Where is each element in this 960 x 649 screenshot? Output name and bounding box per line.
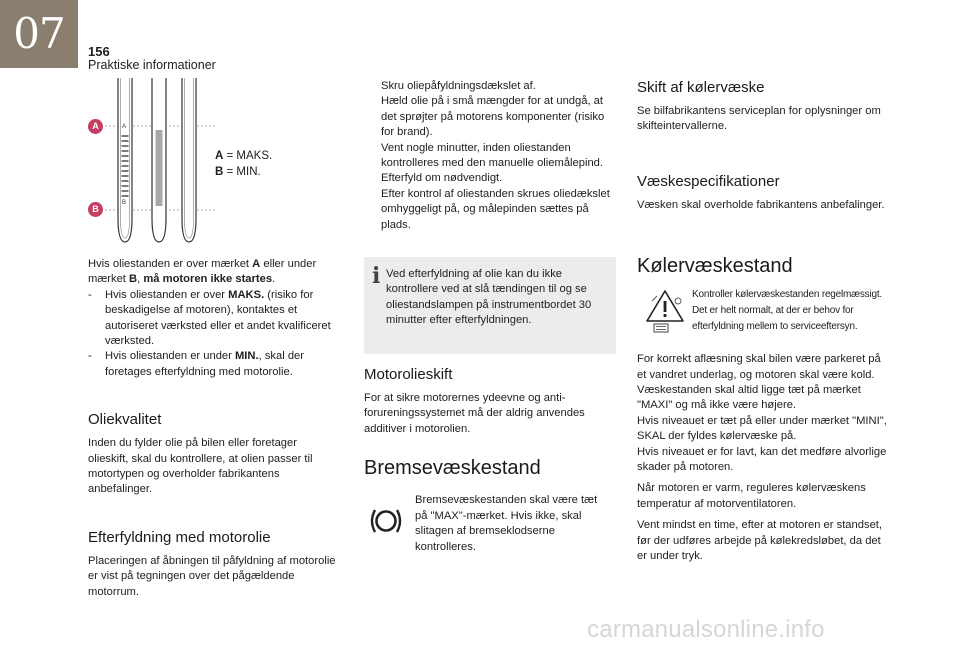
oil-level-intro-text-3: , — [137, 273, 144, 286]
list-item — [364, 94, 616, 140]
list-item-post: (risiko for beskadigelse af motoren), kontaktes et autoriseret værksted eller et andet kvalificeret værksted. — [105, 288, 331, 348]
coolant-paragraph: For korrekt aflæsning skal bilen være parkeret på et vandret underlag, og motoren skal være kold. — [637, 353, 881, 381]
coolant-warning-block — [637, 287, 889, 345]
legend-a-value: = MAKS. — [223, 150, 273, 162]
marker-b: B — [88, 202, 103, 217]
oil-change-text: For at sikre motorernes ydeevne og anti-forureningssystemet må der aldrig anvendes additiver i motorolien. — [364, 392, 585, 435]
coolant-change-heading: Skift af kølervæske — [637, 79, 765, 96]
list-item — [364, 171, 616, 186]
coolant-level-heading: Kølervæskestand — [637, 255, 793, 278]
oil-level-intro-b: B — [129, 273, 138, 286]
legend-b-key: B — [215, 166, 224, 178]
step-text: Hæld olie på i små mængder for at undgå, at det sprøjter på motorens komponenter (risiko for brand). — [381, 95, 605, 139]
oil-quality-heading: Oliekvalitet — [88, 411, 162, 429]
step-text: Efter kontrol af oliestanden skrues oliedækslet omhyggeligt på, og målepinden sættes på plads. — [381, 187, 610, 231]
coolant-paragraph: Når motoren er varm, reguleres kølervæskens temperatur af motorventilatoren. — [637, 482, 866, 510]
oil-level-intro — [88, 257, 340, 288]
brake-fluid-block — [364, 493, 616, 557]
column-left — [88, 257, 340, 600]
coolant-warning-1: Kontroller kølervæskestanden regelmæssigt. — [692, 289, 883, 301]
coolant-paragraph: Vent mindst en time, efter at motoren er standset, før der udføres arbejde på kølekredsløbet, da det er under tryk. — [637, 519, 883, 563]
section-title: Praktiske informationer — [88, 58, 216, 72]
topping-up-heading: Efterfyldning med motorolie — [88, 528, 271, 546]
column-middle — [364, 79, 616, 557]
info-icon: i — [372, 263, 381, 290]
marker-a: A — [88, 119, 103, 134]
list-item — [88, 288, 340, 350]
oil-quality-text: Inden du fylder olie på bilen eller foretager olieskift, skal du kontrollere, at olien passer til motortypen og overholder fabrikantens anbefalinger. — [88, 437, 313, 496]
oil-level-intro-text: Hvis oliestanden er over mærket — [88, 258, 253, 270]
page-number: 156 — [88, 44, 110, 59]
oil-level-intro-bold: må motoren ikke startes — [143, 273, 273, 286]
stick-letter-b: B — [122, 200, 127, 206]
list-item — [364, 187, 616, 233]
coolant-paragraph: Væskestanden skal altid ligge tæt på mærket "MAXI" og må ikke være højere. — [637, 384, 861, 412]
list-item — [364, 141, 616, 172]
oil-level-list — [88, 288, 340, 380]
list-item — [364, 79, 616, 94]
legend-a-key: A — [215, 150, 224, 162]
list-item-pre: Hvis oliestanden er over — [105, 288, 229, 301]
coolant-paragraph: Hvis niveauet er tæt på eller under mærket "MINI", SKAL der fyldes kølervæske på. — [637, 414, 887, 443]
info-text: Ved efterfyldning af olie kan du ikke kontrollere ved at slå tændingen til og se oliestandslampen på instrumentbordet 30 minutter efter efterfyldningen. — [386, 268, 592, 327]
topping-up-steps — [364, 79, 616, 233]
column-right — [637, 79, 889, 565]
legend-b-value: = MIN. — [223, 166, 261, 178]
step-text: Skru oliepåfyldningsdækslet af. — [381, 80, 536, 92]
fluid-spec-heading: Væskespecifikationer — [637, 172, 780, 190]
topping-up-text: Placeringen af åbningen til påfyldning af motorolie er vist på tegningen over det pågældende motorrum. — [88, 554, 336, 598]
brake-warning-icon — [367, 505, 405, 537]
list-item-bold: MAKS. — [228, 288, 265, 301]
hot-coolant-warning-icon — [645, 289, 685, 333]
coolant-paragraph: Hvis niveauet er for lavt, kan det medføre alvorlige skader på motoren. — [637, 445, 887, 474]
fluid-spec-text: Væsken skal overholde fabrikantens anbefalinger. — [637, 198, 885, 211]
brake-fluid-heading: Bremsevæskestand — [364, 457, 541, 480]
list-item-pre: Hvis oliestanden er under — [105, 350, 235, 363]
coolant-level-text — [637, 352, 889, 564]
oil-level-intro-text-4: . — [272, 273, 276, 286]
oil-level-intro-a: A — [252, 258, 261, 270]
info-box — [364, 257, 616, 354]
oil-change-heading: Motorolieskift — [364, 366, 453, 384]
dipstick-illustration — [93, 78, 215, 248]
watermark: carmanualsonline.info — [587, 616, 825, 643]
coolant-warning-2: Det er helt normalt, at der er behov for efterfyldning mellem to serviceeftersyn. — [692, 305, 858, 333]
list-item — [88, 349, 340, 380]
step-text: Efterfyld om nødvendigt. — [381, 172, 503, 185]
dipstick-drawing — [93, 78, 215, 248]
stick-letter-a: A — [122, 124, 127, 130]
step-text: Vent nogle minutter, inden oliestanden kontrolleres med den manuelle oliemålepind. — [381, 141, 604, 170]
oil-level-intro-text-2: eller under mærket — [88, 258, 317, 286]
list-item-bold: MIN. — [234, 350, 259, 363]
chapter-tab: 07 — [0, 0, 78, 68]
list-item-post: , skal der foretages efterfyldning med motorolie. — [105, 350, 304, 378]
brake-fluid-text: Bremsevæskestanden skal være tæt på "MAX"-mærket. Hvis ikke, skal slitagen af bremseklodserne kontrolleres. — [415, 494, 598, 553]
dipstick-legend — [215, 148, 272, 180]
coolant-change-text: Se bilfabrikantens serviceplan for oplysninger om skifteintervallerne. — [637, 105, 881, 133]
